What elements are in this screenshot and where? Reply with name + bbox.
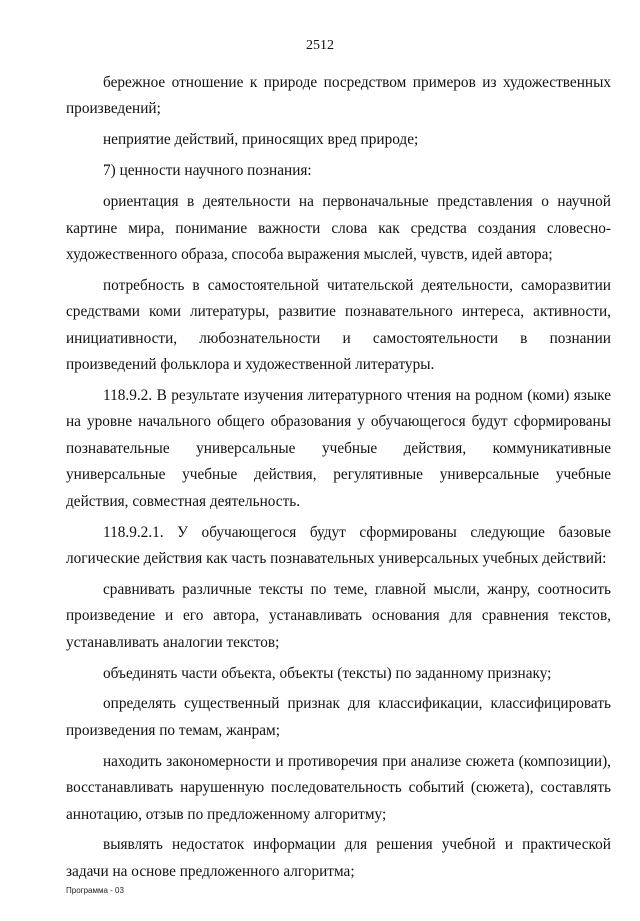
paragraph-combine-objects: объединять части объекта, объекты (тексты) по заданному признаку; bbox=[103, 664, 552, 682]
paragraph-world-picture: ориентация в деятельности на первоначальные представления о научной картине мира, понимание важности слова как средства создания словесно-художественного образа, способа выражения мыслей, чувств, идей автора; bbox=[66, 193, 611, 263]
paragraph-missing-info: выявлять недостаток информации для решения учебной и практической задачи на основе предложенного алгоритма; bbox=[66, 836, 611, 880]
paragraph-nature-harm: неприятие действий, приносящих вред природе; bbox=[103, 131, 419, 149]
paragraph-nature-care: бережное отношение к природе посредством примеров из художественных произведений; bbox=[66, 74, 611, 118]
paragraph-find-patterns: находить закономерности и противоречия при анализе сюжета (композиции), восстанавливать нарушенную последовательность событий (сюжета), составлять аннотацию, отзыв по предложенному алгоритму; bbox=[66, 752, 611, 823]
page-number: 2512 bbox=[306, 38, 334, 53]
paragraph-compare-texts: сравнивать различные тексты по теме, главной мысли, жанру, соотносить произведение и его автора, устанавливать основания для сравнения текстов, устанавливать аналогии текстов; bbox=[66, 580, 611, 651]
document-body bbox=[66, 70, 611, 890]
paragraph-reading-need: потребность в самостоятельной читательской деятельности, саморазвитии средствами коми литературы, развитие познавательного интереса, активности, инициативности, любознательности и самостоятельности в познании произведений фольклора и художественной литературы. bbox=[66, 276, 611, 374]
paragraph-science-values-heading: 7) ценности научного познания: bbox=[103, 162, 312, 180]
paragraph-section-118-9-2-1: 118.9.2.1. У обучающегося будут сформированы следующие базовые логические действия как часть познавательных универсальных учебных действий: bbox=[66, 523, 611, 567]
paragraph-section-118-9-2: 118.9.2. В результате изучения литературного чтения на родном (коми) языке на уровне начального общего образования у обучающегося будут сформированы познавательные универсальные учебные действия, коммуникативные универсальные учебные действия, регулятивные универсальные учебные действия, совместная деятельность. bbox=[66, 386, 611, 510]
paragraph-classify: определять существенный признак для классификации, классифицировать произведения по темам, жанрам; bbox=[66, 695, 611, 739]
footer-program-label: Программа - 03 bbox=[66, 886, 124, 895]
